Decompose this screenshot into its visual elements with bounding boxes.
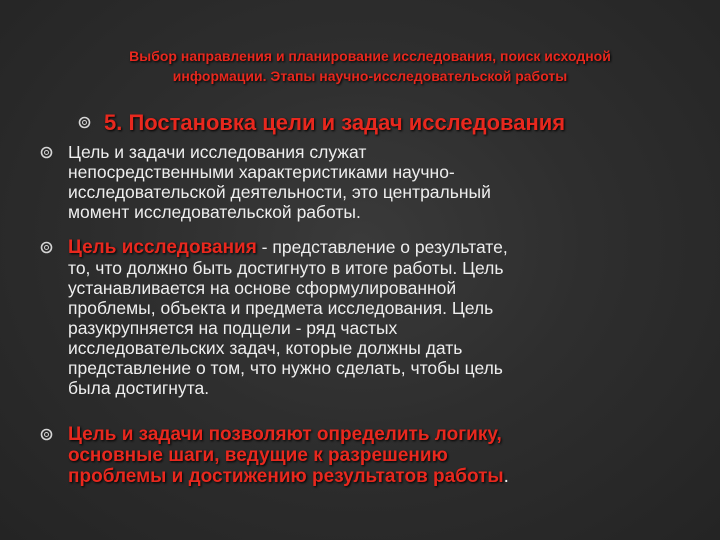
- paragraph-line: устанавливается на основе сформулированной: [68, 278, 457, 298]
- paragraph-line: то, что должно быть достигнуто в итоге работы. Цель: [68, 258, 504, 278]
- bullet-icon: [40, 241, 53, 254]
- paragraph-line: момент исследовательской работы.: [68, 202, 361, 222]
- paragraph-goal-logic: [68, 424, 708, 487]
- slide-title: [40, 46, 700, 86]
- term-highlight: Цель исследования: [68, 237, 257, 258]
- paragraph-goals-intro: [68, 142, 708, 222]
- bullet-icon: [40, 146, 53, 159]
- section-heading: 5. Постановка цели и задач исследования: [104, 110, 566, 135]
- bullet-icon: [78, 116, 91, 129]
- bullet-icon: [40, 428, 53, 441]
- paragraph-goal-definition: [68, 237, 708, 398]
- paragraph-line: основные шаги, ведущие к разрешению: [68, 445, 448, 466]
- paragraph-line: Цель и задачи позволяют определить логику,: [68, 424, 502, 445]
- paragraph-line: представление о том, что нужно сделать, чтобы цель: [68, 358, 503, 378]
- title-line-2: информации. Этапы научно-исследовательской работы: [172, 68, 568, 84]
- title-line-1: Выбор направления и планирование исследования, поиск исходной: [129, 48, 611, 64]
- paragraph-line: Цель и задачи исследования служат: [68, 142, 367, 162]
- paragraph-line: исследовательских задач, которые должны дать: [68, 338, 463, 358]
- paragraph-line: разукрупняется на подцели - ряд частых: [68, 318, 398, 338]
- paragraph-last-line: [68, 466, 708, 487]
- paragraph-line: непосредственными характеристиками научно-: [68, 162, 455, 182]
- paragraph-line: проблемы и достижению результатов работы: [68, 466, 504, 487]
- final-period: .: [503, 466, 509, 487]
- paragraph-line: проблемы, объекта и предмета исследования. Цель: [68, 298, 494, 318]
- paragraph-first-line: [68, 237, 708, 258]
- paragraph-line: исследовательской деятельности, это центральный: [68, 182, 491, 202]
- term-definition-start: - представление о результате,: [256, 237, 508, 257]
- paragraph-line: была достигнута.: [68, 378, 210, 398]
